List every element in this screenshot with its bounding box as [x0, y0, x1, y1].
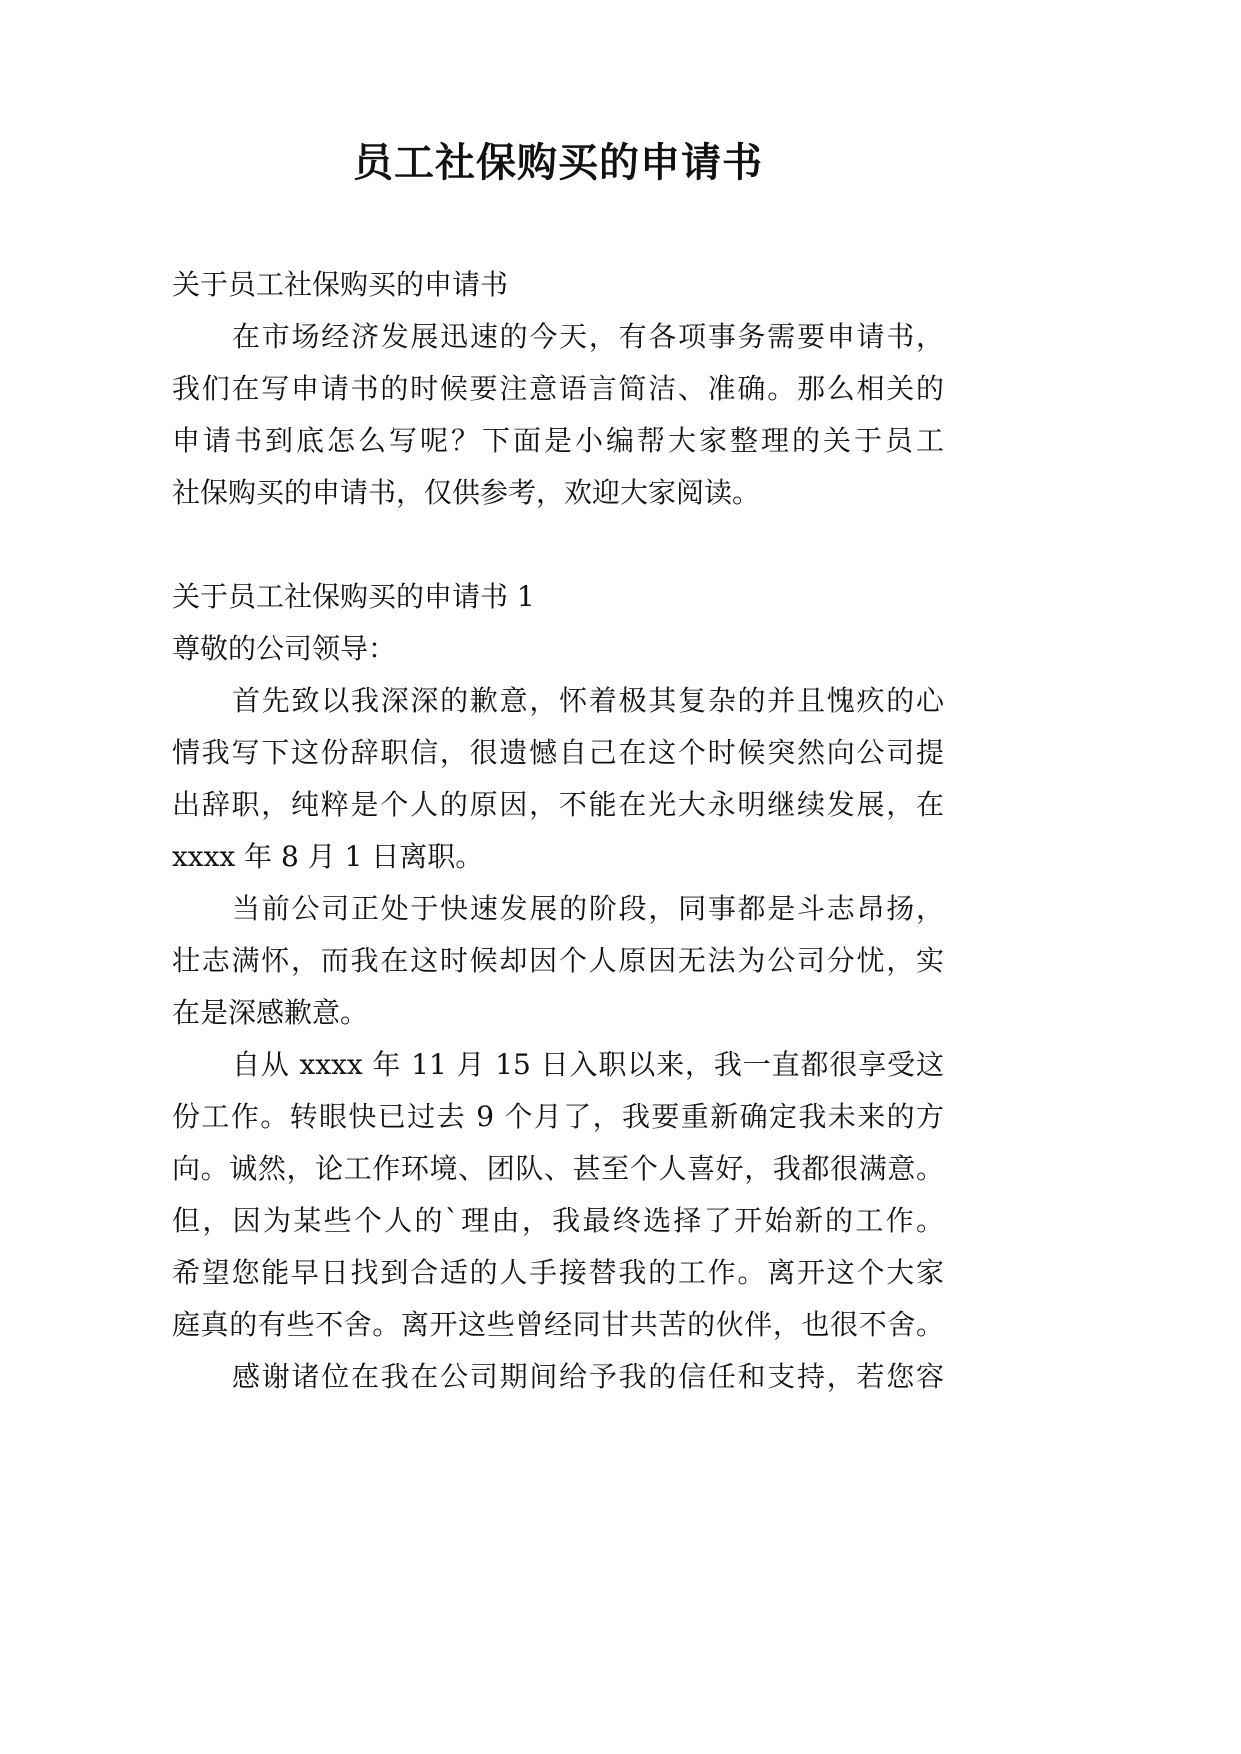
intro-heading: 关于员工社保购买的申请书 — [172, 268, 509, 301]
letter-paragraph — [172, 675, 944, 883]
body-line: 出辞职，纯粹是个人的原因，不能在光大永明继续发展，在 — [172, 788, 944, 821]
document-body — [172, 259, 944, 1403]
body-line: 但，因为某些个人的`理由，我最终选择了开始新的工作。 — [172, 1204, 944, 1237]
document-title: 员工社保购买的申请书 — [353, 139, 763, 186]
blank-line — [172, 519, 944, 571]
body-line: 庭真的有些不舍。离开这些曾经同甘共苦的伙伴，也很不舍。 — [172, 1308, 944, 1341]
body-line: 申请书到底怎么写呢？下面是小编帮大家整理的关于员工 — [172, 424, 944, 457]
body-line: 份工作。转眼快已过去 9 个月了，我要重新确定我未来的方 — [172, 1100, 944, 1133]
body-line: 当前公司正处于快速发展的阶段，同事都是斗志昂扬， — [232, 892, 944, 925]
body-line: 在市场经济发展迅速的今天，有各项事务需要申请书， — [232, 320, 944, 353]
body-line: 在是深感歉意。 — [172, 996, 369, 1029]
body-line: 希望您能早日找到合适的人手接替我的工作。离开这个大家 — [172, 1256, 944, 1289]
letter-heading: 关于员工社保购买的申请书 1 — [172, 580, 535, 613]
body-line: 首先致以我深深的歉意，怀着极其复杂的并且愧疚的心 — [232, 684, 944, 717]
body-line: 壮志满怀，而我在这时候却因个人原因无法为公司分忧，实 — [172, 944, 944, 977]
body-line: 自从 xxxx 年 11 月 15 日入职以来，我一直都很享受这 — [232, 1048, 944, 1081]
body-line: xxxx 年 8 月 1 日离职。 — [172, 840, 484, 873]
body-line: 社保购买的申请书，仅供参考，欢迎大家阅读。 — [172, 476, 761, 509]
intro-paragraph — [172, 311, 944, 519]
salutation: 尊敬的公司领导： — [172, 632, 397, 665]
letter-paragraph — [172, 883, 944, 1039]
letter-paragraph — [172, 1039, 944, 1351]
body-line: 感谢诸位在我在公司期间给予我的信任和支持，若您容 — [232, 1360, 944, 1393]
body-line: 我们在写申请书的时候要注意语言简洁、准确。那么相关的 — [172, 372, 944, 405]
body-line: 向。诚然，论工作环境、团队、甚至个人喜好，我都很满意。 — [172, 1152, 944, 1185]
letter-paragraph — [172, 1351, 944, 1403]
body-line: 情我写下这份辞职信，很遗憾自己在这个时候突然向公司提 — [172, 736, 944, 769]
